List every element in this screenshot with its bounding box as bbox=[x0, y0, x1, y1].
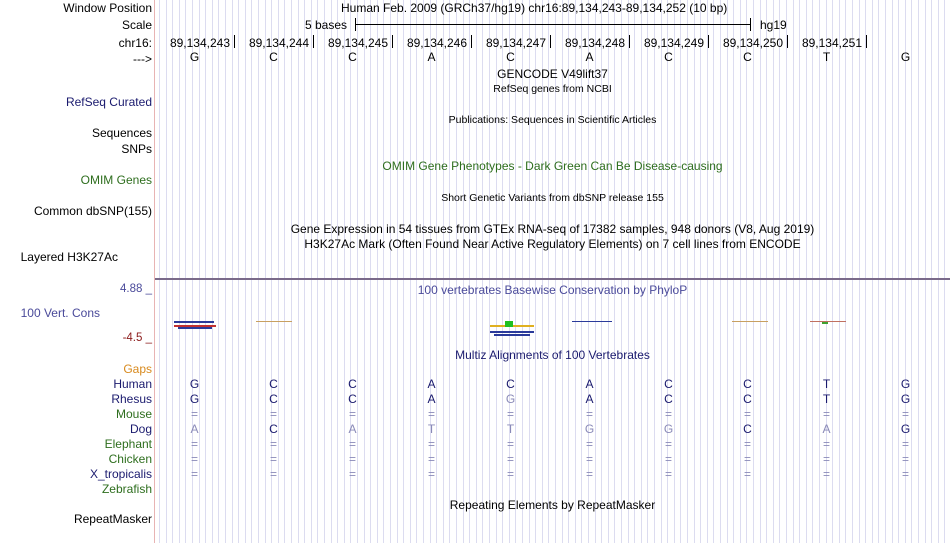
aligned-base: = bbox=[348, 407, 356, 421]
aligned-base: G bbox=[900, 392, 911, 406]
aligned-base: C bbox=[348, 392, 357, 406]
aligned-base: = bbox=[348, 467, 356, 481]
label-sequences[interactable]: Sequences bbox=[91, 126, 152, 140]
ruler-tick bbox=[866, 35, 867, 48]
cons-mark bbox=[572, 321, 612, 322]
aligned-base: = bbox=[427, 452, 435, 466]
reference-base: G bbox=[900, 50, 911, 64]
ruler-coordinate: 89,134,244 bbox=[248, 36, 309, 50]
reference-base: C bbox=[348, 50, 357, 64]
aligned-base: T bbox=[506, 422, 515, 436]
aligned-base: C bbox=[743, 422, 752, 436]
cons-mark bbox=[732, 321, 768, 322]
aligned-base: = bbox=[506, 452, 514, 466]
aligned-base: = bbox=[585, 452, 593, 466]
ruler-coordinate: 89,134,245 bbox=[327, 36, 388, 50]
aligned-base: = bbox=[585, 437, 593, 451]
track-phylop-title[interactable]: 100 vertebrates Basewise Conservation by PhyloP bbox=[417, 283, 688, 297]
species-label-mouse[interactable]: Mouse bbox=[115, 407, 152, 421]
cons-mark bbox=[178, 327, 212, 329]
aligned-base: G bbox=[663, 422, 674, 436]
aligned-base: = bbox=[664, 452, 672, 466]
track-refseq-desc: RefSeq genes from NCBI bbox=[493, 83, 612, 95]
cons-mark bbox=[494, 334, 530, 336]
reference-base: T bbox=[822, 50, 831, 64]
species-label-chicken[interactable]: Chicken bbox=[108, 452, 152, 466]
aligned-base: = bbox=[664, 437, 672, 451]
aligned-base: C bbox=[743, 377, 752, 391]
track-gencode-title[interactable]: GENCODE V49lift37 bbox=[497, 67, 608, 81]
track-repeatmasker-title[interactable]: Repeating Elements by RepeatMasker bbox=[449, 498, 656, 512]
aligned-base: = bbox=[269, 407, 277, 421]
ruler-coordinate: 89,134,251 bbox=[801, 36, 862, 50]
aligned-base: C bbox=[743, 392, 752, 406]
species-label-x_tropicalis[interactable]: X_tropicalis bbox=[89, 467, 152, 481]
aligned-base: = bbox=[348, 452, 356, 466]
aligned-base: A bbox=[427, 377, 436, 391]
scale-label: 5 bases bbox=[305, 18, 348, 32]
aligned-base: T bbox=[427, 422, 436, 436]
track-multiz-title[interactable]: Multiz Alignments of 100 Vertebrates bbox=[455, 348, 650, 362]
track-divider bbox=[155, 278, 950, 280]
phylop-min-value: -4.5 _ bbox=[122, 332, 152, 344]
aligned-base: A bbox=[427, 392, 436, 406]
aligned-base: = bbox=[585, 407, 593, 421]
aligned-base: C bbox=[664, 377, 673, 391]
label-repeatmasker[interactable]: RepeatMasker bbox=[73, 512, 152, 526]
cons-mark bbox=[174, 321, 214, 323]
aligned-base: C bbox=[506, 377, 515, 391]
aligned-base: A bbox=[822, 422, 831, 436]
aligned-base: = bbox=[506, 437, 514, 451]
aligned-base: G bbox=[584, 422, 595, 436]
aligned-base: = bbox=[506, 467, 514, 481]
aligned-base: = bbox=[901, 437, 909, 451]
aligned-base: = bbox=[427, 407, 435, 421]
aligned-base: = bbox=[743, 407, 751, 421]
aligned-base: C bbox=[348, 377, 357, 391]
reference-base: C bbox=[269, 50, 278, 64]
aligned-base: A bbox=[348, 422, 357, 436]
track-publications-title[interactable]: Publications: Sequences in Scientific Articles bbox=[448, 114, 657, 126]
reference-base: A bbox=[585, 50, 594, 64]
aligned-base: = bbox=[901, 407, 909, 421]
aligned-base: = bbox=[743, 467, 751, 481]
aligned-base: = bbox=[427, 437, 435, 451]
aligned-base: = bbox=[743, 452, 751, 466]
aligned-base: = bbox=[743, 437, 751, 451]
scale-bar bbox=[355, 24, 751, 25]
track-dbsnp-desc: Short Genetic Variants from dbSNP release 155 bbox=[441, 192, 664, 204]
ruler-coordinate: 89,134,246 bbox=[406, 36, 467, 50]
aligned-base: = bbox=[348, 437, 356, 451]
aligned-base: G bbox=[189, 392, 200, 406]
aligned-base: A bbox=[585, 392, 594, 406]
aligned-base: = bbox=[901, 452, 909, 466]
label-chrom[interactable]: chr16: bbox=[118, 36, 152, 50]
aligned-base: = bbox=[664, 467, 672, 481]
species-label-human[interactable]: Human bbox=[113, 377, 152, 391]
label-omim-genes[interactable]: OMIM Genes bbox=[80, 173, 152, 187]
ruler-coordinate: 89,134,249 bbox=[643, 36, 704, 50]
reference-base: C bbox=[743, 50, 752, 64]
reference-base: C bbox=[506, 50, 515, 64]
assembly-label: hg19 bbox=[760, 18, 787, 32]
label-scale[interactable]: Scale bbox=[121, 18, 152, 32]
ruler-coordinate: 89,134,247 bbox=[485, 36, 546, 50]
label-strand-toggle[interactable]: ---> bbox=[133, 52, 152, 66]
aligned-base: G bbox=[505, 392, 516, 406]
aligned-base: = bbox=[190, 407, 198, 421]
aligned-base: G bbox=[900, 377, 911, 391]
label-layered-h3k27ac[interactable]: Layered H3K27Ac bbox=[20, 250, 118, 264]
reference-base: A bbox=[427, 50, 436, 64]
label-common-dbsnp[interactable]: Common dbSNP(155) bbox=[33, 204, 152, 218]
aligned-base: = bbox=[822, 467, 830, 481]
aligned-base: = bbox=[190, 452, 198, 466]
scale-bar-left-cap bbox=[355, 18, 356, 31]
ruler-coordinate: 89,134,250 bbox=[722, 36, 783, 50]
reference-base: G bbox=[189, 50, 200, 64]
aligned-base: A bbox=[190, 422, 199, 436]
scale-bar-right-cap bbox=[750, 18, 751, 31]
aligned-base: = bbox=[506, 407, 514, 421]
label-refseq-curated[interactable]: RefSeq Curated bbox=[65, 95, 152, 109]
aligned-base: T bbox=[822, 377, 831, 391]
aligned-base: G bbox=[189, 377, 200, 391]
aligned-base: = bbox=[585, 467, 593, 481]
species-label-dog[interactable]: Dog bbox=[129, 422, 152, 436]
cons-mark bbox=[490, 331, 534, 333]
species-label-zebrafish[interactable]: Zebrafish bbox=[101, 482, 152, 496]
species-label-rhesus[interactable]: Rhesus bbox=[111, 392, 152, 406]
species-label-elephant[interactable]: Elephant bbox=[104, 437, 152, 451]
aligned-base: = bbox=[822, 437, 830, 451]
aligned-base: = bbox=[822, 452, 830, 466]
ruler-coordinate: 89,134,248 bbox=[564, 36, 625, 50]
aligned-base: = bbox=[269, 467, 277, 481]
aligned-base: = bbox=[190, 437, 198, 451]
aligned-base: = bbox=[822, 407, 830, 421]
cons-mark bbox=[810, 321, 846, 322]
aligned-base: C bbox=[269, 377, 278, 391]
aligned-base: C bbox=[664, 392, 673, 406]
cons-mark bbox=[505, 321, 513, 327]
aligned-base: C bbox=[269, 422, 278, 436]
aligned-base: = bbox=[190, 467, 198, 481]
aligned-base: T bbox=[822, 392, 831, 406]
label-gaps[interactable]: Gaps bbox=[123, 362, 152, 376]
cons-mark bbox=[822, 322, 828, 324]
cons-mark bbox=[256, 321, 292, 322]
ruler-coordinate: 89,134,243 bbox=[169, 36, 230, 50]
aligned-base: = bbox=[664, 407, 672, 421]
label-snps[interactable]: SNPs bbox=[121, 142, 152, 156]
window-position-text: Human Feb. 2009 (GRCh37/hg19) chr16:89,134,243-89,134,252 (10 bp) bbox=[341, 1, 728, 15]
track-omim-pheno-title[interactable]: OMIM Gene Phenotypes - Dark Green Can Be Disease-causing bbox=[382, 159, 723, 173]
track-h3k27ac-title[interactable]: H3K27Ac Mark (Often Found Near Active Regulatory Elements) on 7 cell lines from ENCODE bbox=[304, 237, 801, 251]
aligned-base: = bbox=[269, 437, 277, 451]
phylop-max-value: 4.88 _ bbox=[120, 283, 152, 295]
track-gtex-title[interactable]: Gene Expression in 54 tissues from GTEx RNA-seq of 17382 samples, 948 donors (V8, Aug 2019) bbox=[290, 222, 815, 236]
reference-base: C bbox=[664, 50, 673, 64]
label-window-position[interactable]: Window Position bbox=[63, 1, 152, 15]
aligned-base: = bbox=[901, 467, 909, 481]
aligned-base: C bbox=[269, 392, 278, 406]
label-vert-cons[interactable]: 100 Vert. Cons bbox=[20, 306, 100, 320]
aligned-base: A bbox=[585, 377, 594, 391]
aligned-base: = bbox=[269, 452, 277, 466]
aligned-base: = bbox=[427, 467, 435, 481]
aligned-base: G bbox=[900, 422, 911, 436]
